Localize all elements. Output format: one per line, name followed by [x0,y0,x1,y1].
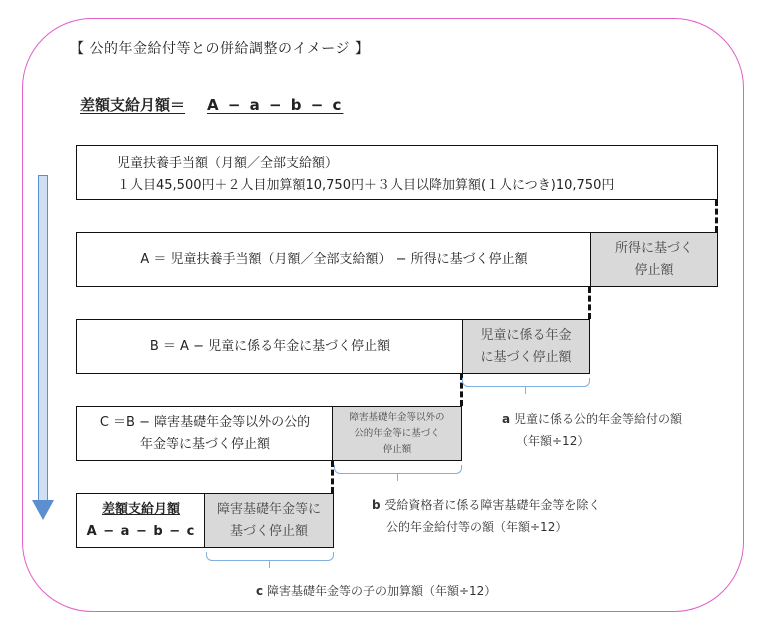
note-c [256,580,496,602]
note-b-letter: b [372,498,381,512]
note-b-line2: 公的年金給付等の額（年額÷12） [386,520,568,534]
row2-dash-connector [588,287,591,319]
row5-label-line1: 差額支給月額 [101,501,180,517]
row5-grey-line2: 基づく停止額 [229,523,308,539]
row3-b-box [76,319,464,374]
row2-text: A ＝ 児童扶養手当額（月額／全部支給額） − 所得に基づく停止額 [140,251,528,267]
formula-label: 差額支給月額＝ [80,96,186,114]
brace-a [462,378,590,387]
row2-grey-line1: 所得に基づく [614,240,693,256]
row3-text: B ＝ A − 児童に係る年金に基づく停止額 [149,338,391,354]
note-b [372,494,600,538]
row2-grey-box [590,232,718,287]
row3-grey-line2: に基づく停止額 [480,349,572,365]
brace-b-stem [397,473,398,481]
row3-grey-box [462,319,590,374]
row4-grey-box [332,406,462,461]
row4-grey-line1: 障害基礎年金等以外の [349,411,445,423]
note-b-line1: 受給資格者に係る障害基礎年金等を除く [384,498,601,512]
row3-grey-line1: 児童に係る年金 [480,327,572,343]
brace-c-stem [269,560,270,568]
row1-dash-connector [715,200,718,232]
row4-grey-line2: 公的年金等に基づく [354,427,440,439]
brace-b [334,465,462,474]
note-a-line1: 児童に係る公的年金等給付の額 [513,412,682,426]
note-a [502,408,682,452]
row2-grey-line2: 停止額 [634,262,674,278]
down-arrow-shaft [38,175,48,500]
down-arrow-icon [32,500,54,520]
row2-a-box [76,232,592,287]
row5-grey-line1: 障害基礎年金等に [216,501,321,517]
row4-line1: C ＝B − 障害基礎年金等以外の公的 [99,414,311,430]
formula-heading [80,94,343,115]
note-c-line1: 障害基礎年金等の子の加算額（年額÷12） [266,584,497,598]
brace-c [206,552,334,561]
row1-line2: １人目45,500円＋２人目加算額10,750円＋３人目以降加算額(１人につき)10,750円 [117,178,615,193]
brace-a-stem [525,386,526,394]
row4-grey-line3: 停止額 [382,443,412,455]
formula-expression: A − a − b − c [207,96,344,114]
row1-full-amount-box [76,145,718,200]
row1-line1: 児童扶養手当額（月額／全部支給額） [117,156,339,171]
row5-result-box [76,493,206,548]
note-a-line2: （年額÷12） [516,434,590,448]
row4-c-box [76,406,334,461]
note-a-letter: a [502,412,511,426]
row5-grey-box [204,493,334,548]
note-c-letter: c [256,584,264,598]
row4-line2: 年金等に基づく停止額 [139,436,270,452]
diagram-title: 【 公的年金給付等との併給調整のイメージ 】 [70,41,370,57]
row5-label-line2: A − a − b − c [86,523,196,539]
